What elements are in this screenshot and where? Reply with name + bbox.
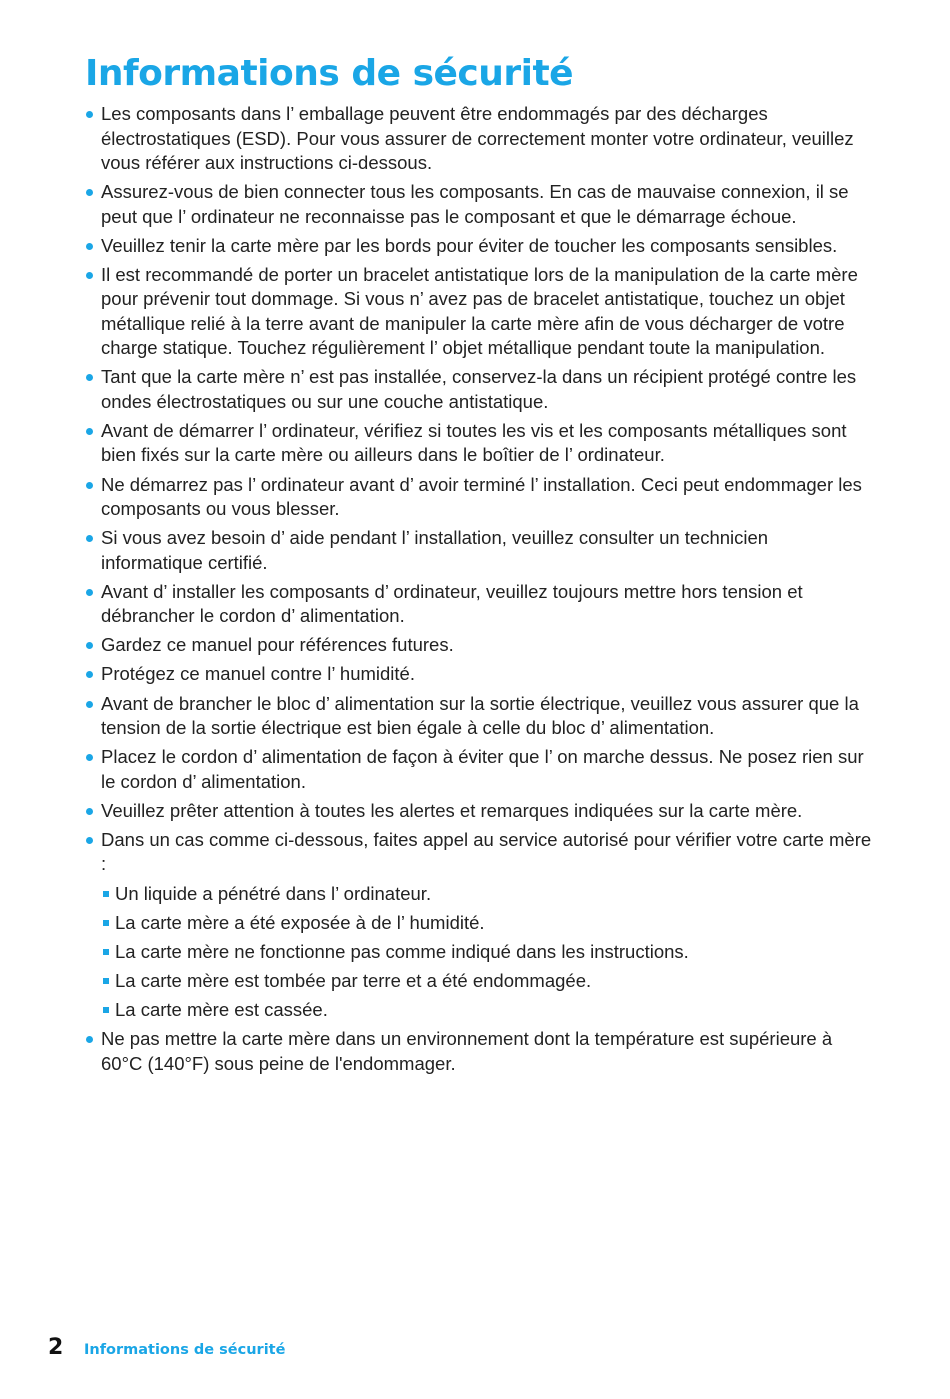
bullet-item [85, 692, 875, 741]
bullet-text: Avant d’ installer les composants d’ ordinateur, veuillez toujours mettre hors tension et débrancher le cordon d’ alimentation. [101, 580, 803, 627]
bullet-dot-icon [86, 1036, 93, 1043]
bullet-text: Veuillez tenir la carte mère par les bords pour éviter de toucher les composants sensibles. [101, 234, 838, 256]
bullet-text: Avant de démarrer l’ ordinateur, vérifiez si toutes les vis et les composants métalliques sont bien fixés sur la carte mère ou ailleurs dans le boîtier de l’ ordinateur. [101, 419, 847, 466]
bullet-dot-icon [86, 189, 93, 196]
bullet-text: Les composants dans l’ emballage peuvent être endommagés par des décharges électrostatiques (ESD). Pour vous assurer de correctement monter votre ordinateur, veuillez vous référer aux instructions ci-dessous. [101, 103, 854, 173]
square-bullet-icon [103, 1007, 109, 1013]
square-bullet-icon [103, 978, 109, 984]
bullet-dot-icon [86, 754, 93, 761]
bullet-dot-icon [86, 482, 93, 489]
safety-bullet-list [85, 102, 875, 1081]
bullet-dot-icon [86, 671, 93, 678]
bullet-item [85, 419, 875, 468]
bullet-text: Tant que la carte mère n’ est pas installée, conservez-la dans un récipient protégé contre les ondes électrostatiques ou sur une couche antistatique. [101, 366, 857, 412]
bullet-text: Gardez ce manuel pour références futures. [101, 634, 454, 656]
bullet-dot-icon [86, 272, 93, 279]
bullet-item [85, 180, 875, 229]
sub-bullet-text: Un liquide a pénétré dans l’ ordinateur. [115, 882, 432, 904]
bullet-item [85, 828, 875, 1023]
bullet-item [85, 580, 875, 629]
sub-bullet-text: La carte mère ne fonctionne pas comme indiqué dans les instructions. [115, 941, 689, 962]
bullet-item [85, 526, 875, 575]
bullet-dot-icon [86, 701, 93, 708]
bullet-text: Si vous avez besoin d’ aide pendant l’ installation, veuillez consulter un technicien informatique certifié. [101, 527, 769, 573]
bullet-text: Il est recommandé de porter un bracelet antistatique lors de la manipulation de la carte mère pour prévenir tout dommage. Si vous n’ avez pas de bracelet antistatique, touchez un objet métallique relié à la terre avant de manipuler la carte mère afin de vous décharger de votre charge statique. Touchez régulièrement l’ objet métallique pendant toute la manipulation. [101, 263, 858, 359]
bullet-text: Assurez-vous de bien connecter tous les composants. En cas de mauvaise connexion, il se peut que l’ ordinateur ne reconnaisse pas le composant et que le démarrage échoue. [101, 181, 849, 227]
bullet-dot-icon [86, 808, 93, 815]
bullet-dot-icon [86, 535, 93, 542]
bullet-item [85, 633, 875, 658]
bullet-text: Protégez ce manuel contre l’ humidité. [101, 663, 415, 685]
page-footer [48, 1335, 285, 1365]
bullet-dot-icon [86, 837, 93, 844]
page-title: Informations de sécurité [85, 53, 574, 94]
sub-bullet-item [101, 998, 875, 1023]
bullet-item [85, 799, 875, 824]
sub-bullet-item [101, 882, 875, 907]
bullet-item [85, 745, 875, 794]
service-cases-sublist [101, 882, 875, 1023]
bullet-text: Placez le cordon d’ alimentation de façon à éviter que l’ on marche dessus. Ne posez rien sur le cordon d’ alimentation. [101, 746, 864, 792]
bullet-item [85, 234, 875, 259]
bullet-dot-icon [86, 111, 93, 118]
bullet-dot-icon [86, 642, 93, 649]
bullet-dot-icon [86, 428, 93, 435]
bullet-item [85, 662, 875, 687]
bullet-text: Dans un cas comme ci-dessous, faites appel au service autorisé pour vérifier votre carte mère : [101, 828, 872, 875]
bullet-text: Ne démarrez pas l’ ordinateur avant d’ avoir terminé l’ installation. Ceci peut endommager les composants ou vous blesser. [101, 473, 862, 520]
page-number: 2 [48, 1335, 64, 1360]
bullet-dot-icon [86, 589, 93, 596]
sub-bullet-item [101, 940, 875, 965]
footer-section-title: Informations de sécurité [84, 1342, 286, 1358]
bullet-dot-icon [86, 243, 93, 250]
sub-bullet-text: La carte mère est cassée. [115, 999, 328, 1021]
sub-bullet-item [101, 911, 875, 936]
sub-bullet-text: La carte mère est tombée par terre et a été endommagée. [115, 970, 592, 992]
bullet-dot-icon [86, 374, 93, 381]
sub-bullet-item [101, 969, 875, 994]
bullet-text: Veuillez prêter attention à toutes les alertes et remarques indiquées sur la carte mère. [101, 799, 803, 821]
square-bullet-icon [103, 920, 109, 926]
bullet-item [85, 473, 875, 522]
bullet-item [85, 1027, 875, 1076]
bullet-text: Ne pas mettre la carte mère dans un environnement dont la température est supérieure à 60°C (140°F) sous peine de l'endommager. [101, 1028, 833, 1074]
bullet-item [85, 102, 875, 176]
bullet-item [85, 263, 875, 361]
sub-bullet-text: La carte mère a été exposée à de l’ humidité. [115, 911, 485, 933]
square-bullet-icon [103, 949, 109, 955]
bullet-text: Avant de brancher le bloc d’ alimentation sur la sortie électrique, veuillez vous assurer que la tension de la sortie électrique est bien égale à celle du bloc d’ alimentation. [101, 692, 859, 739]
bullet-item [85, 365, 875, 414]
square-bullet-icon [103, 891, 109, 897]
